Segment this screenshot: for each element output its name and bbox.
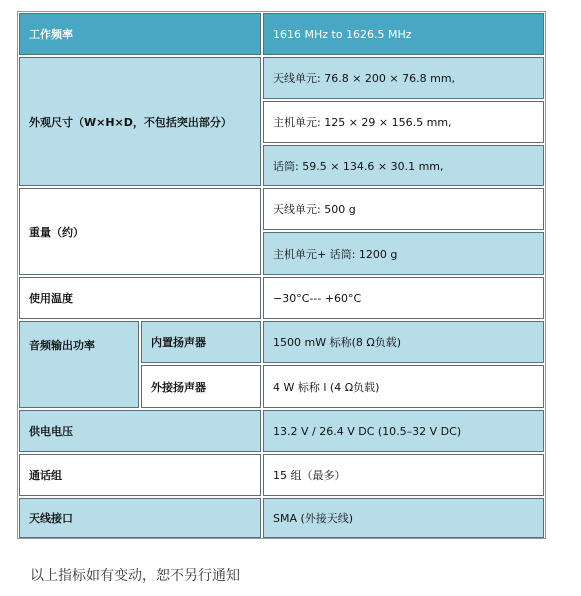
audio-internal-value: 1500 mW 标称(8 Ω负载) xyxy=(263,321,544,363)
audio-external-label: 外接扬声器 xyxy=(141,365,261,408)
power-label: 供电电压 xyxy=(19,410,261,452)
antenna-port-value: SMA (外接天线) xyxy=(263,498,544,538)
dimensions-antenna: 天线单元: 76.8 × 200 × 76.8 mm, xyxy=(263,57,544,99)
dimensions-handset: 话筒: 59.5 × 134.6 × 30.1 mm, xyxy=(263,145,544,186)
audio-internal-label: 内置扬声器 xyxy=(141,321,261,363)
talkgroups-value: 15 组（最多） xyxy=(263,454,544,496)
antenna-port-label: 天线接口 xyxy=(19,498,261,538)
audio-external-value: 4 W 标称 l (4 Ω负载) xyxy=(263,365,544,408)
frequency-value: 1616 MHz to 1626.5 MHz xyxy=(263,13,544,55)
frequency-label: 工作频率 xyxy=(19,13,261,55)
audio-label: 音频输出功率 xyxy=(19,321,139,408)
dimensions-main-unit: 主机单元: 125 × 29 × 156.5 mm, xyxy=(263,101,544,143)
talkgroups-label: 通话组 xyxy=(19,454,261,496)
temperature-label: 使用温度 xyxy=(19,277,261,319)
weight-main-handset: 主机单元+ 话筒: 1200 g xyxy=(263,232,544,275)
temperature-value: −30°C--- +60°C xyxy=(263,277,544,319)
dimensions-label: 外观尺寸（W×H×D，不包括突出部分） xyxy=(19,57,261,186)
power-value: 13.2 V / 26.4 V DC (10.5–32 V DC) xyxy=(263,410,544,452)
footer-note: 以上指标如有变动，恕不另行通知 xyxy=(30,568,240,584)
weight-antenna: 天线单元: 500 g xyxy=(263,188,544,230)
weight-label: 重量（约） xyxy=(19,188,261,275)
